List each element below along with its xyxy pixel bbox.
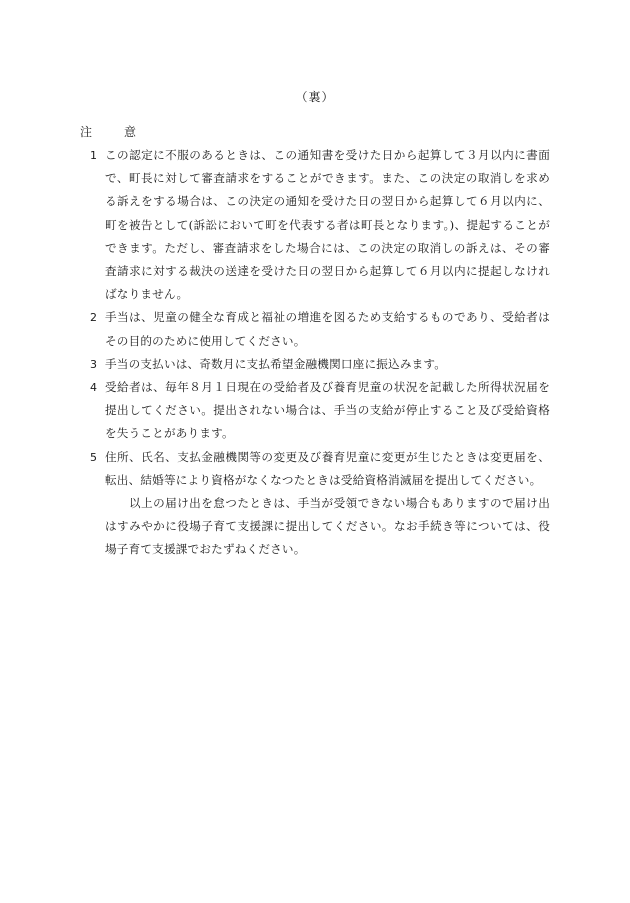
note-text: 住所、氏名、支払金融機関等の変更及び養育児童に変更が生じたときは変更届を、転出、結婚等により資格がなくなつたときは受給資格消滅届を提出してください。	[105, 449, 550, 487]
note-item-1	[90, 144, 550, 306]
note-text: 手当は、児童の健全な育成と福祉の増進を図るため支給するものであり、受給者はその目的のために使用してください。	[105, 310, 550, 348]
note-text: この認定に不服のあるときは、この通知書を受けた日から起算して３月以内に書面で、町長に対して審査請求をすることができます。また、この決定の取消しを求める訴えをする場合は、この決定の通知を受けた日の翌日から起算して６月以内に、町を被告として(訴訟において町を代表する者は町長となります。)、提起することができます。ただし、審査請求をした場合には、この決定の取消しの訴えは、その審査請求に対する裁決の送達を受けた日の翌日から起算して６月以内に提起しなければなりません。	[105, 148, 550, 302]
note-text: 手当の支払いは、奇数月に支払希望金融機関口座に振込みます。	[105, 356, 447, 371]
note-item-4	[90, 376, 550, 446]
note-text: 受給者は、毎年８月１日現在の受給者及び養育児童の状況を記載した所得状況届を提出してください。提出されない場合は、手当の支給が停止すること及び受給資格を失うことがあります。	[105, 380, 550, 441]
note-number: 2	[90, 311, 98, 325]
note-number: 5	[90, 450, 98, 464]
closing-paragraph	[90, 492, 550, 562]
note-item-3	[90, 353, 550, 376]
back-side-label: （裏）	[295, 90, 335, 104]
notes-list	[90, 144, 550, 562]
notes-heading: 注 意	[80, 125, 147, 139]
closing-paragraph-text: 以上の届け出を怠つたときは、手当が受領できない場合もありますので届け出はすみやかに役場子育て支援課に提出してください。なお手続き等については、役場子育て支援課でおたずねください。	[105, 496, 550, 557]
note-number: 4	[90, 381, 98, 395]
note-number: 3	[90, 357, 98, 371]
note-item-2	[90, 306, 550, 352]
note-item-5	[90, 446, 550, 492]
note-number: 1	[90, 149, 98, 162]
